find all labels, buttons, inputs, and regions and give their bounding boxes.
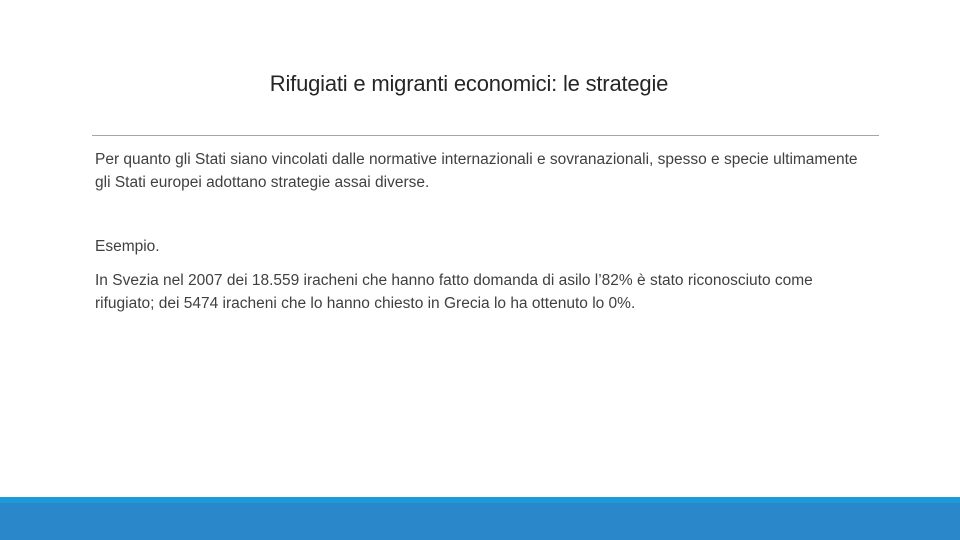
- title-divider: [92, 135, 879, 136]
- slide-body: [95, 148, 870, 315]
- footer-accent-bar: [0, 497, 960, 540]
- body-paragraph-intro: Per quanto gli Stati siano vincolati dalle normative internazionali e sovranazionali, spesso e specie ultimamente gli Stati europei adottano strategie assai diverse.: [95, 151, 858, 191]
- slide-title: Rifugiati e migranti economici: le strategie: [269, 71, 669, 96]
- body-paragraph-example-label: Esempio.: [95, 238, 160, 255]
- footer-accent-bar-highlight: [0, 497, 960, 503]
- body-paragraph-example: In Svezia nel 2007 dei 18.559 iracheni che hanno fatto domanda di asilo l’82% è stato riconosciuto come rifugiato; dei 5474 iracheni che lo hanno chiesto in Grecia lo ha ottenuto lo 0%.: [95, 272, 813, 312]
